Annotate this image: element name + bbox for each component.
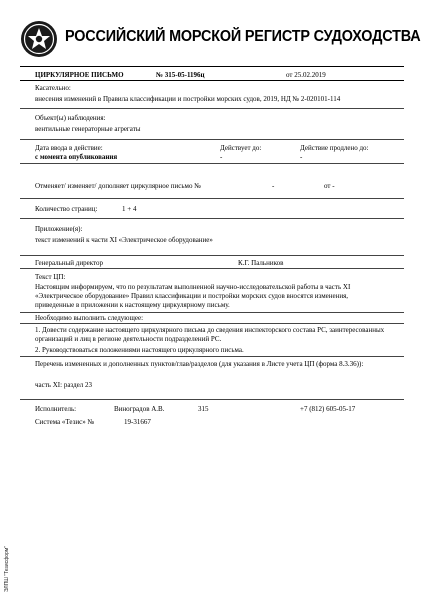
- subject-text: внесения изменений в Правила классификации и постройки морских судов, 2019, НД № 2-020101-114: [35, 95, 341, 103]
- body-text: Настоящим информируем, что по результатам выполненной научно-исследовательской работы в часть XI «Электрическое оборудование» Правил классификации и постройки морских судов вносятся изменения, приведенные в приложении к настоящему циркулярному письму.: [35, 283, 351, 309]
- cancels-text: Отменяет/ изменяет/ дополняет циркулярное письмо №: [35, 182, 201, 190]
- objects-text: вентильные генераторные агрегаты: [35, 125, 141, 133]
- cancels-number: -: [272, 182, 275, 190]
- side-note: ЭЛПШ "Тезисформ": [4, 546, 10, 592]
- register-emblem-icon: [20, 20, 58, 58]
- actions-label: Необходимо выполнить следующее:: [35, 314, 144, 322]
- action-item-2: 2. Руководствоваться положениями настоящего циркулярного письма.: [35, 346, 244, 354]
- divider: [20, 218, 404, 219]
- executor-code: 315: [198, 405, 209, 413]
- extended-value: -: [300, 153, 303, 161]
- header-rule: [20, 66, 404, 67]
- pages-value: 1 + 4: [122, 205, 137, 213]
- divider: [20, 255, 404, 256]
- letter-number: № 315-05-1196ц: [156, 71, 205, 79]
- extended-label: Действие продлено до:: [300, 144, 369, 152]
- divider: [20, 198, 404, 199]
- divider: [20, 163, 404, 164]
- divider: [20, 108, 404, 109]
- changes-label: Перечень измененных и дополненных пунктов/глав/разделов (для указания в Листе учета ЦП (форма 8.3.36)):: [35, 360, 364, 368]
- objects-label: Объект(ы) наблюдения:: [35, 114, 106, 122]
- appendix-text: текст изменений к части XI «Электрическое оборудование»: [35, 236, 213, 244]
- signature-position: Генеральный директор: [35, 259, 103, 267]
- divider: [20, 268, 404, 269]
- divider: [20, 80, 404, 81]
- letter-date: от 25.02.2019: [286, 71, 326, 79]
- executor-name: Виноградов А.В.: [114, 405, 165, 413]
- valid-until-value: -: [220, 153, 223, 161]
- divider: [20, 139, 404, 140]
- appendix-label: Приложение(я):: [35, 225, 83, 233]
- executor-label: Исполнитель:: [35, 405, 77, 413]
- subject-label: Касательно:: [35, 84, 71, 92]
- body-label: Текст ЦП:: [35, 273, 66, 281]
- action-item-1: 1. Довести содержание настоящего циркулярного письма до сведения инспекторского состава РС, заинтересованных организаций и лиц в регионе деятельности подразделений РС.: [35, 326, 385, 343]
- signature-name: К.Г. Пальников: [238, 259, 284, 267]
- entry-date-value: с момента опубликования: [35, 153, 118, 161]
- changes-text: часть XI: раздел 23: [35, 381, 92, 389]
- divider: [20, 356, 404, 357]
- executor-phone: +7 (812) 605-05-17: [300, 405, 356, 413]
- pages-label: Количество страниц:: [35, 205, 98, 213]
- entry-date-label: Дата ввода в действие:: [35, 144, 103, 152]
- divider: [20, 399, 404, 400]
- letter-type: ЦИРКУЛЯРНОЕ ПИСЬМО: [35, 71, 124, 79]
- tezis-label: Система «Тезис» №: [35, 418, 95, 426]
- tezis-value: 19-31667: [124, 418, 151, 426]
- cancels-from: от -: [324, 182, 335, 190]
- register-title: РОССИЙСКИЙ МОРСКОЙ РЕГИСТР СУДОХОДСТВА: [65, 28, 421, 45]
- valid-until-label: Действует до:: [220, 144, 262, 152]
- divider: [20, 312, 404, 313]
- divider: [20, 323, 404, 324]
